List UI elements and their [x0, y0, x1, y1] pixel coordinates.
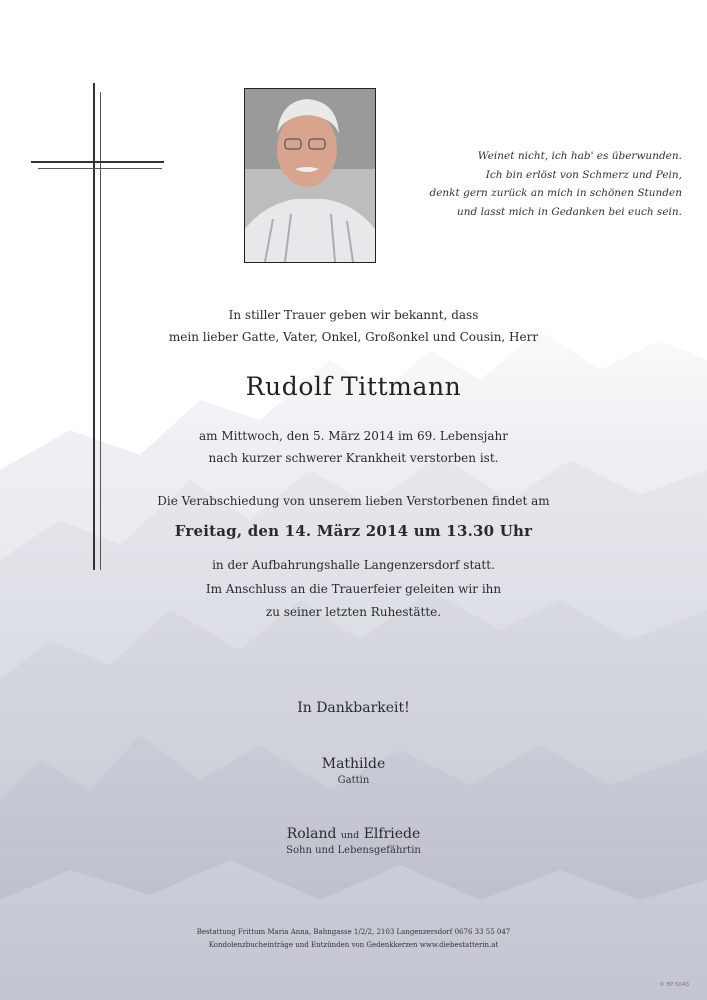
death-line: nach kurzer schwerer Krankheit verstorben ist. [208, 451, 499, 465]
poem-line: und lasst mich in Gedanken bei euch sein. [457, 205, 682, 218]
funeral-home-footer [0, 926, 707, 952]
place-line: in der Aufbahrungshalle Langenzersdorf statt. [212, 558, 495, 572]
mourner-joiner: und [340, 830, 360, 841]
footer-address: Bestattung Frittum Maria Anna, Bahngasse 1/2/2, 2103 Langenzersdorf 0676 33 55 047 [196, 928, 511, 936]
cross-horizontal-bar [31, 161, 164, 163]
death-details [0, 425, 707, 469]
place-line: zu seiner letzten Ruhestätte. [265, 605, 442, 619]
mourner-name: Roland [286, 826, 337, 842]
mourner-relation: Sohn und Lebensgefährtin [286, 845, 421, 856]
footer-website-note: Kondolenzbucheinträge und Entzünden von Gedenkkerzen www.diebestatterin.at [208, 941, 499, 949]
poem [400, 147, 682, 221]
poem-line: Ich bin erlöst von Schmerz und Pein, [485, 168, 682, 181]
mourner [0, 826, 707, 856]
mourner [0, 756, 707, 786]
poem-line: Weinet nicht, ich hab' es überwunden. [477, 150, 682, 162]
print-code: © EP 5043 [659, 982, 689, 988]
place-line: Im Anschluss an die Trauerfeier geleiten wir ihn [205, 581, 502, 596]
intro-line: In stiller Trauer geben wir bekannt, dass [228, 308, 479, 322]
announcement-intro [0, 304, 707, 348]
portrait-photo [244, 88, 376, 263]
mourner-names [0, 826, 707, 842]
mourner-name: Elfriede [363, 826, 421, 842]
cross-horizontal-bar-inner [38, 168, 162, 169]
intro-line: mein lieber Gatte, Vater, Onkel, Großonkel und Cousin, Herr [168, 330, 539, 344]
thanks-heading: In Dankbarkeit! [297, 700, 410, 716]
ceremony-date: Freitag, den 14. März 2014 um 13.30 Uhr [174, 522, 533, 540]
mourner-relation: Gattin [337, 775, 370, 786]
mourner-name: Mathilde [321, 756, 386, 772]
deceased-name: Rudolf Tittmann [245, 372, 462, 401]
death-line: am Mittwoch, den 5. März 2014 im 69. Lebensjahr [199, 429, 508, 443]
poem-line: denkt gern zurück an mich in schönen Stunden [429, 187, 682, 200]
ceremony-intro: Die Verabschiedung von unserem lieben Verstorbenen findet am [157, 494, 550, 508]
ceremony-place [0, 554, 707, 625]
